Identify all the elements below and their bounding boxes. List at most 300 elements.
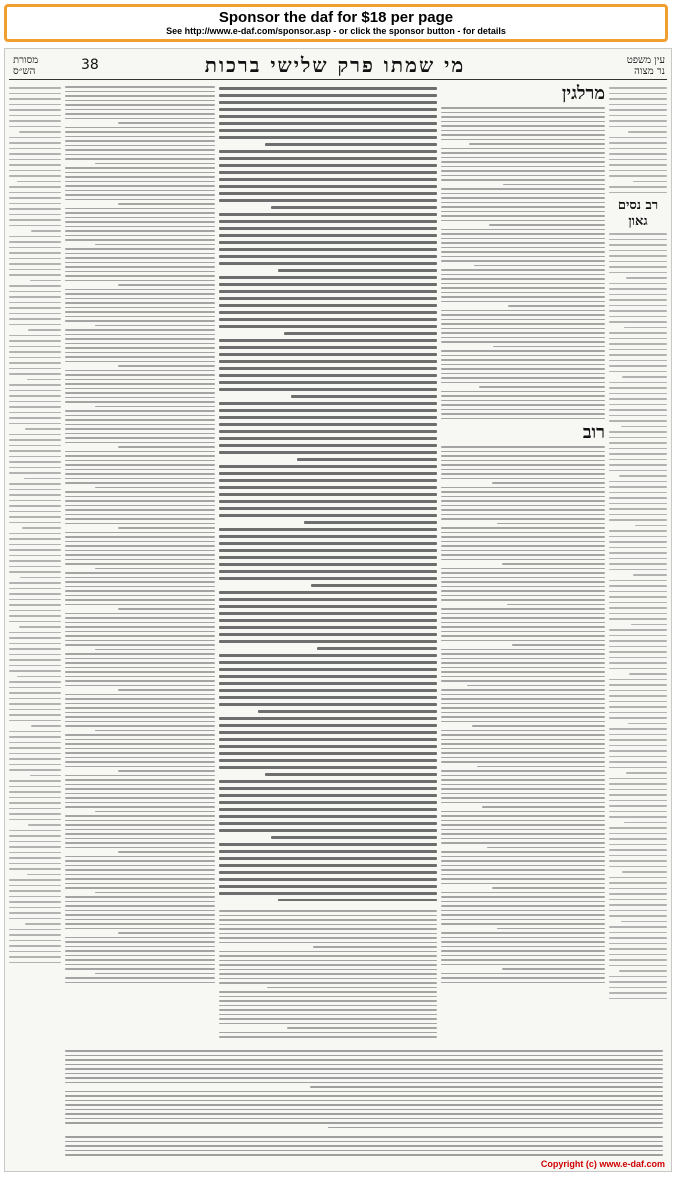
text-line: [65, 752, 215, 754]
text-line: [219, 241, 437, 244]
text-line: [22, 527, 61, 529]
text-line: [507, 604, 605, 606]
commentary-right-column: [441, 83, 605, 1041]
text-line: [9, 401, 61, 403]
text-line: [95, 811, 215, 813]
text-line: [441, 409, 605, 411]
text-line: [219, 829, 437, 832]
text-line: [609, 849, 667, 851]
text-line: [271, 836, 437, 839]
text-line: [9, 687, 61, 689]
text-line: [313, 946, 437, 948]
text-line: [621, 921, 667, 923]
text-line: [65, 469, 215, 471]
text-line: [609, 866, 667, 868]
text-line: [441, 545, 605, 547]
text-line: [219, 955, 437, 957]
text-line: [609, 701, 667, 703]
text-line: [609, 233, 667, 235]
text-line: [9, 434, 61, 436]
text-line: [9, 852, 61, 854]
text-line: [9, 599, 61, 601]
text-line: [622, 376, 667, 378]
text-line: [219, 878, 437, 881]
text-line: [95, 487, 215, 489]
text-line: [441, 865, 605, 867]
text-line: [31, 230, 61, 232]
text-line: [219, 465, 437, 468]
text-line: [19, 626, 61, 628]
text-line: [9, 571, 61, 573]
text-line: [441, 559, 605, 561]
text-line: [219, 752, 437, 755]
text-line: [609, 613, 667, 615]
text-line: [219, 430, 437, 433]
text-line: [65, 271, 215, 273]
text-line: [9, 450, 61, 452]
text-line: [95, 163, 215, 165]
text-line: [65, 145, 215, 147]
talmud-page: [4, 48, 672, 1172]
text-line: [219, 626, 437, 629]
text-line: [219, 731, 437, 734]
text-line: [609, 299, 667, 301]
text-line: [9, 258, 61, 260]
text-line: [65, 766, 215, 768]
text-line: [19, 131, 61, 133]
text-line: [9, 890, 61, 892]
text-line: [441, 121, 605, 123]
text-line: [441, 820, 605, 822]
text-line: [441, 842, 605, 844]
text-line: [9, 835, 61, 837]
text-line: [219, 871, 437, 874]
text-line: [27, 874, 61, 876]
text-line: [609, 519, 667, 521]
text-line: [441, 469, 605, 471]
gemara-column: [219, 83, 437, 901]
text-line: [65, 617, 215, 619]
text-line: [441, 811, 605, 813]
text-line: [441, 215, 605, 217]
text-line: [219, 549, 437, 552]
text-line: [17, 181, 61, 183]
text-line: [441, 391, 605, 393]
text-line: [9, 610, 61, 612]
text-line: [441, 829, 605, 831]
text-line: [65, 694, 215, 696]
text-line: [219, 682, 437, 685]
text-line: [441, 400, 605, 402]
text-line: [65, 379, 215, 381]
text-line: [219, 738, 437, 741]
text-line: [609, 816, 667, 818]
text-line: [65, 361, 215, 363]
text-line: [65, 473, 215, 475]
text-line: [219, 1041, 437, 1042]
text-line: [609, 893, 667, 895]
text-line: [609, 186, 667, 188]
text-line: [65, 937, 215, 939]
text-line: [65, 676, 215, 678]
text-line: [65, 712, 215, 714]
text-line: [609, 360, 667, 362]
text-line: [219, 255, 437, 258]
text-line: [9, 390, 61, 392]
text-line: [9, 340, 61, 342]
text-line: [65, 536, 215, 538]
text-line: [9, 533, 61, 535]
text-line: [219, 360, 437, 363]
text-line: [9, 225, 61, 227]
text-line: [219, 850, 437, 853]
text-line: [492, 482, 605, 484]
text-line: [65, 289, 215, 291]
text-line: [441, 112, 605, 114]
text-line: [441, 404, 605, 406]
text-line: [626, 772, 667, 774]
text-line: [65, 181, 215, 183]
text-line: [65, 113, 215, 115]
text-line: [219, 122, 437, 125]
text-line: [633, 181, 667, 183]
text-line: [219, 444, 437, 447]
text-line: [441, 815, 605, 817]
text-line: [65, 653, 215, 655]
text-line: [441, 757, 605, 759]
text-line: [219, 157, 437, 160]
text-line: [65, 226, 215, 228]
text-line: [219, 937, 437, 939]
text-line: [441, 188, 605, 190]
text-line: [441, 359, 605, 361]
text-line: [441, 229, 605, 231]
text-line: [219, 388, 437, 391]
text-line: [219, 325, 437, 328]
text-line: [609, 712, 667, 714]
text-line: [609, 431, 667, 433]
text-line: [441, 139, 605, 141]
text-line: [609, 640, 667, 642]
text-line: [118, 770, 216, 772]
text-line: [65, 703, 215, 705]
text-line: [619, 970, 667, 972]
text-line: [65, 950, 215, 952]
text-line: [609, 294, 667, 296]
text-line: [219, 1036, 437, 1038]
text-line: [9, 753, 61, 755]
sponsor-subtitle[interactable]: See http://www.e-daf.com/sponsor.asp - or click the sponsor button - for details: [166, 26, 506, 36]
text-line: [441, 505, 605, 507]
text-line: [609, 272, 667, 274]
text-line: [9, 126, 61, 128]
text-line: [441, 373, 605, 375]
text-line: [441, 296, 605, 298]
ein-mishpat-lines: [609, 87, 667, 193]
text-line: [9, 747, 61, 749]
text-line: [9, 764, 61, 766]
text-line: [65, 239, 215, 241]
text-line: [609, 261, 667, 263]
text-line: [609, 563, 667, 565]
text-line: [65, 820, 215, 822]
text-line: [609, 266, 667, 268]
text-line: [24, 478, 61, 480]
text-line: [65, 743, 215, 745]
text-line: [609, 618, 667, 620]
text-line: [9, 555, 61, 557]
text-line: [65, 212, 215, 214]
text-line: [441, 278, 605, 280]
text-line: [609, 255, 667, 257]
text-line: [219, 563, 437, 566]
text-line: [219, 996, 437, 998]
text-line: [9, 802, 61, 804]
text-line: [65, 118, 215, 120]
text-line: [9, 120, 61, 122]
text-line: [508, 305, 605, 307]
text-line: [219, 717, 437, 720]
text-line: [65, 833, 215, 835]
text-line: [267, 987, 437, 989]
text-line: [441, 595, 605, 597]
text-line: [65, 572, 215, 574]
text-line: [95, 244, 215, 246]
text-line: [65, 509, 215, 511]
text-line: [441, 323, 605, 325]
text-line: [472, 725, 605, 727]
text-line: [609, 805, 667, 807]
text-line: [441, 712, 605, 714]
text-line: [441, 274, 605, 276]
text-line: [65, 482, 215, 484]
text-line: [219, 745, 437, 748]
text-line: [609, 164, 667, 166]
text-line: [609, 992, 667, 994]
text-line: [609, 382, 667, 384]
text-line: [441, 487, 605, 489]
text-line: [441, 671, 605, 673]
text-line: [9, 362, 61, 364]
text-line: [441, 572, 605, 574]
text-line: [441, 460, 605, 462]
text-line: [65, 982, 215, 984]
text-line: [219, 87, 437, 90]
text-line: [441, 599, 605, 601]
text-line: [219, 283, 437, 286]
text-line: [65, 865, 215, 867]
rav-nissim-gaon-label: רב נסים גאון: [617, 198, 659, 229]
text-line: [441, 283, 605, 285]
text-line: [441, 202, 605, 204]
text-line: [441, 608, 605, 610]
text-line: [609, 899, 667, 901]
text-line: [609, 492, 667, 494]
text-line: [441, 527, 605, 529]
text-line: [609, 486, 667, 488]
text-line: [441, 586, 605, 588]
text-line: [441, 752, 605, 754]
text-line: [219, 339, 437, 342]
text-line: [441, 536, 605, 538]
text-line: [65, 221, 215, 223]
text-line: [65, 329, 215, 331]
text-line: [441, 464, 605, 466]
text-line: [441, 260, 605, 262]
text-line: [441, 739, 605, 741]
text-line: [65, 491, 215, 493]
text-line: [9, 115, 61, 117]
text-line: [65, 1059, 663, 1061]
text-line: [9, 643, 61, 645]
bottom-note-lines: [65, 1136, 663, 1157]
text-line: [441, 775, 605, 777]
text-line: [219, 437, 437, 440]
text-line: [441, 337, 605, 339]
text-line: [441, 617, 605, 619]
text-line: [609, 530, 667, 532]
text-line: [9, 648, 61, 650]
text-line: [512, 644, 605, 646]
text-line: [65, 91, 215, 93]
text-line: [118, 122, 216, 124]
text-line: [609, 800, 667, 802]
text-line: [219, 402, 437, 405]
text-line: [65, 1082, 663, 1084]
dibbur-hamatchil: מרלגין: [561, 83, 605, 104]
text-line: [219, 915, 437, 917]
text-line: [219, 654, 437, 657]
text-line: [219, 794, 437, 797]
text-line: [609, 756, 667, 758]
text-line: [9, 252, 61, 254]
text-line: [219, 598, 437, 601]
text-line: [328, 1127, 663, 1129]
text-line: [477, 766, 605, 768]
text-line: [65, 392, 215, 394]
text-line: [9, 197, 61, 199]
sponsor-title[interactable]: Sponsor the daf for $18 per page: [218, 9, 454, 26]
text-line: [9, 489, 61, 491]
text-line: [65, 280, 215, 282]
text-line: [9, 423, 61, 425]
text-line: [467, 685, 605, 687]
text-line: [441, 743, 605, 745]
text-line: [492, 887, 605, 889]
text-line: [219, 486, 437, 489]
text-line: [65, 262, 215, 264]
text-line: [9, 813, 61, 815]
text-line: [9, 472, 61, 474]
text-line: [219, 951, 437, 953]
text-line: [65, 1141, 663, 1143]
text-line: [65, 856, 215, 858]
text-line: [65, 698, 215, 700]
text-line: [65, 311, 215, 313]
text-line: [65, 1150, 663, 1152]
text-line: [9, 417, 61, 419]
text-line: [219, 612, 437, 615]
text-line: [441, 577, 605, 579]
text-line: [469, 143, 605, 145]
text-line: [219, 227, 437, 230]
text-line: [441, 883, 605, 885]
text-line: [609, 453, 667, 455]
text-line: [609, 349, 667, 351]
text-line: [9, 632, 61, 634]
text-line: [9, 819, 61, 821]
text-line: [9, 247, 61, 249]
text-line: [441, 910, 605, 912]
text-line: [9, 302, 61, 304]
text-line: [65, 199, 215, 201]
text-line: [479, 386, 605, 388]
text-line: [310, 1086, 663, 1088]
text-line: [441, 905, 605, 907]
text-line: [441, 698, 605, 700]
text-line: [9, 918, 61, 920]
text-line: [609, 250, 667, 252]
text-line: [65, 248, 215, 250]
text-line: [65, 185, 215, 187]
text-line: [9, 98, 61, 100]
text-line: [474, 265, 605, 267]
text-line: [118, 365, 216, 367]
text-line: [9, 516, 61, 518]
text-line: [626, 277, 667, 279]
text-line: [219, 780, 437, 783]
text-line: [219, 318, 437, 321]
text-line: [621, 426, 667, 428]
text-line: [441, 368, 605, 370]
text-line: [65, 347, 215, 349]
text-line: [65, 415, 215, 417]
text-line: [441, 238, 605, 240]
text-line: [609, 558, 667, 560]
text-line: [441, 518, 605, 520]
text-line: [25, 428, 61, 430]
text-line: [9, 461, 61, 463]
text-line: [95, 325, 215, 327]
text-line: [9, 296, 61, 298]
text-line: [65, 1145, 663, 1147]
text-line: [441, 242, 605, 244]
sponsor-banner[interactable]: [4, 4, 668, 42]
text-line: [9, 505, 61, 507]
text-line: [441, 269, 605, 271]
text-line: [219, 381, 437, 384]
text-line: [65, 550, 215, 552]
text-line: [65, 784, 215, 786]
text-line: [441, 838, 605, 840]
text-line: [65, 941, 215, 943]
text-line: [9, 549, 61, 551]
text-line: [9, 868, 61, 870]
text-line: [441, 856, 605, 858]
text-line: [219, 857, 437, 860]
text-line: [65, 500, 215, 502]
text-line: [219, 171, 437, 174]
text-line: [65, 217, 215, 219]
text-line: [9, 164, 61, 166]
text-line: [65, 523, 215, 525]
text-line: [441, 797, 605, 799]
text-line: [219, 416, 437, 419]
text-line: [441, 332, 605, 334]
text-line: [65, 622, 215, 624]
text-line: [441, 869, 605, 871]
text-line: [609, 137, 667, 139]
